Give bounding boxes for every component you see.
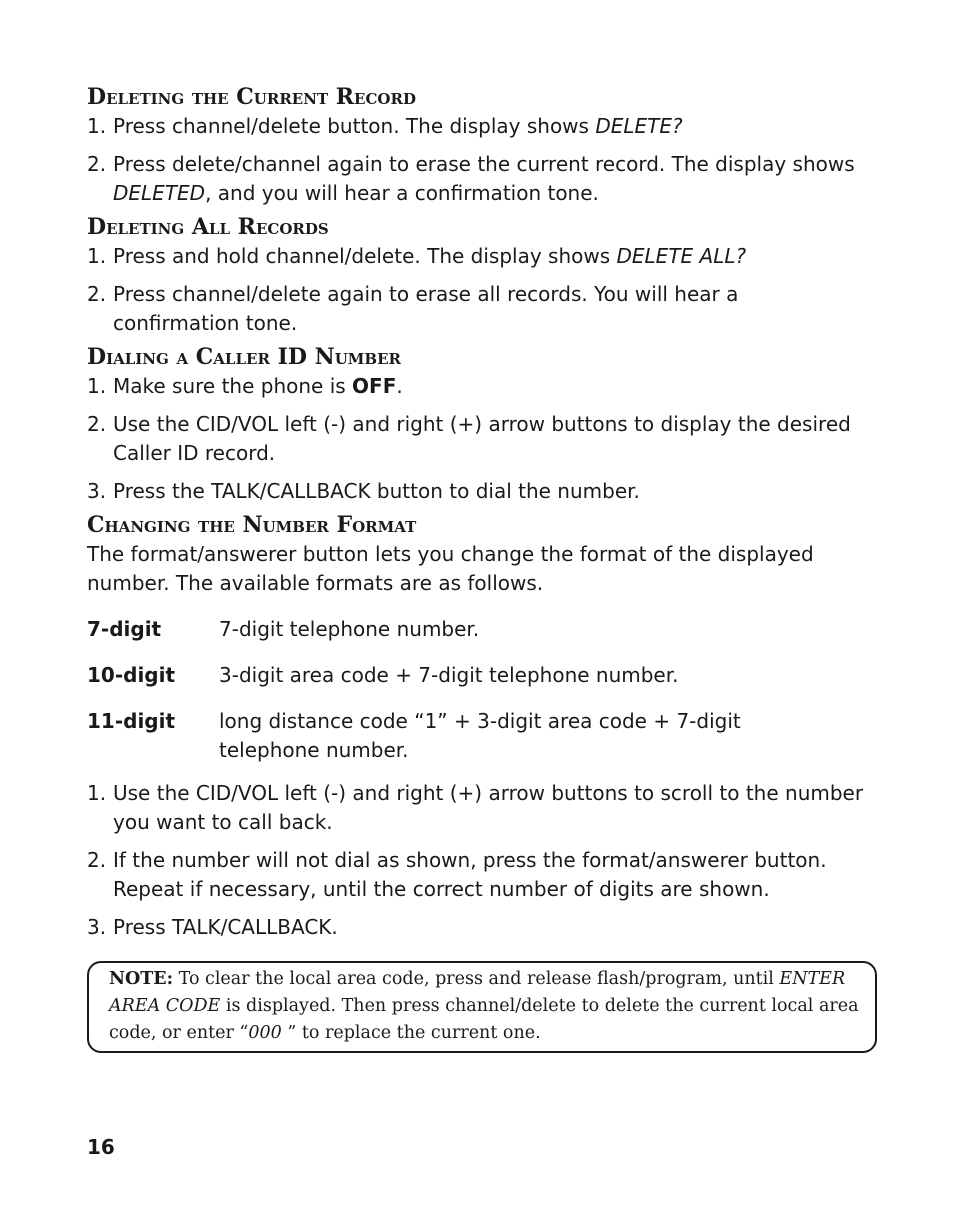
format-description: 7-digit telephone number. — [219, 617, 480, 641]
steps-deleting-all-records — [87, 242, 867, 338]
list-item — [87, 280, 867, 338]
steps-changing-number-format — [87, 779, 867, 942]
list-item — [87, 846, 867, 904]
format-row — [87, 707, 867, 765]
note-label: NOTE: — [109, 969, 174, 989]
step-text: Press delete/channel again to erase the current record. The display shows — [113, 152, 855, 176]
display-text: DELETED — [113, 181, 206, 205]
step-number: 1. — [87, 244, 107, 268]
step-text: Use the CID/VOL left (-) and right (+) arrow buttons to scroll to the number you want to call back. — [113, 781, 864, 834]
format-row — [87, 661, 867, 690]
manual-page — [87, 82, 867, 951]
step-text: Press the TALK/CALLBACK button to dial the number. — [113, 479, 640, 503]
note-text: ” to replace the current one. — [281, 1023, 541, 1043]
list-item — [87, 410, 867, 468]
step-text: Use the CID/VOL left (-) and right (+) arrow buttons to display the desired Caller ID record. — [113, 412, 851, 465]
format-table — [87, 615, 867, 765]
heading-changing-number-format: Changing the Number Format — [87, 512, 417, 538]
note-text: is displayed. Then press channel/delete to delete the current local area code, or enter “ — [109, 996, 859, 1043]
format-description: 3-digit area code + 7-digit telephone number. — [219, 663, 679, 687]
step-text: Press TALK/CALLBACK. — [113, 915, 338, 939]
steps-deleting-current-record — [87, 112, 867, 208]
step-text: If the number will not dial as shown, press the format/answerer button. Repeat if necessary, until the correct number of digits are shown. — [113, 848, 827, 901]
format-term: 7-digit — [87, 617, 162, 641]
step-number: 3. — [87, 479, 107, 503]
heading-deleting-current-record: Deleting the Current Record — [87, 84, 416, 110]
list-item — [87, 242, 867, 271]
page-number: 16 — [87, 1135, 115, 1159]
step-text: Make sure the phone is — [113, 374, 353, 398]
note-box — [87, 961, 877, 1053]
step-text: Press channel/delete again to erase all records. You will hear a confirmation tone. — [113, 282, 739, 335]
step-text: Press channel/delete button. The display shows — [113, 114, 596, 138]
step-text: Press and hold channel/delete. The display shows — [113, 244, 617, 268]
step-number: 2. — [87, 282, 107, 306]
step-number: 3. — [87, 915, 107, 939]
heading-deleting-all-records: Deleting All Records — [87, 214, 329, 240]
note-display-text: ENTER AREA CODE — [109, 969, 846, 1016]
steps-dialing-caller-id — [87, 372, 867, 506]
list-item — [87, 779, 867, 837]
list-item — [87, 913, 867, 942]
heading-dialing-caller-id: Dialing a Caller ID Number — [87, 344, 401, 370]
format-term: 10-digit — [87, 663, 176, 687]
list-item — [87, 372, 867, 401]
step-number: 1. — [87, 781, 107, 805]
format-term: 11-digit — [87, 709, 176, 733]
list-item — [87, 477, 867, 506]
step-number: 1. — [87, 114, 107, 138]
note-text: To clear the local area code, press and release flash/program, until — [173, 969, 780, 989]
step-number: 2. — [87, 152, 107, 176]
step-number: 1. — [87, 374, 107, 398]
note-code: 000 — [248, 1023, 282, 1043]
list-item — [87, 150, 867, 208]
format-row — [87, 615, 867, 644]
step-number: 2. — [87, 848, 107, 872]
format-intro: The format/answerer button lets you change the format of the displayed number. The available formats are as follows. — [87, 542, 814, 595]
step-text-after: , and you will hear a confirmation tone. — [205, 181, 599, 205]
step-text-after: . — [396, 374, 403, 398]
step-number: 2. — [87, 412, 107, 436]
list-item — [87, 112, 867, 141]
display-text: DELETE? — [595, 114, 683, 138]
display-text: DELETE ALL? — [616, 244, 747, 268]
format-description: long distance code “1” + 3-digit area code + 7-digit telephone number. — [219, 709, 741, 762]
off-label: OFF — [352, 374, 397, 398]
